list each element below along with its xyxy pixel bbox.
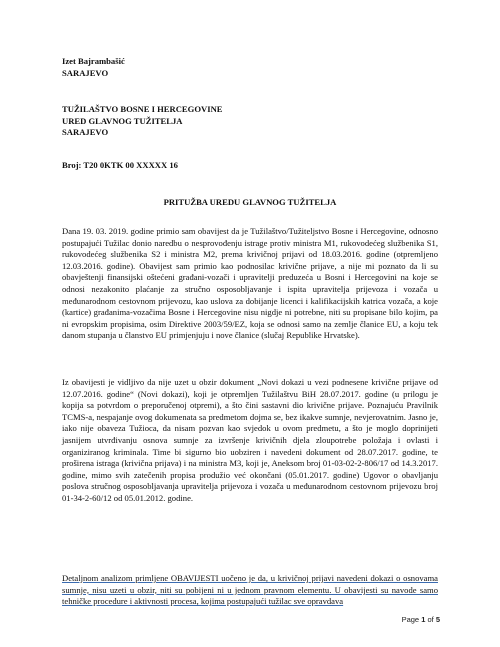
recipient-line-2: URED GLAVNOG TUŽITELJA [62, 115, 183, 126]
paragraph-1: Dana 19. 03. 2019. godine primio sam obavijest da je Tužilaštvo/Tužiteljstvo Bosne i Hercegovine, odnosno postupajući Tužilac donio naredbu o nesprovođenju istrage protiv ministra M1, rukovodećeg službenika S1, rukovodećeg službenika S2 i ministra M2, prema krivičnoj prijavi od 18.03.2016. godine (otpremljeno 12.03.2016. godine). Obavijest sam primio kao podnosilac krivične prijave, a nije mi poznato da li su obavještenji finansijski oštećeni građani-vozači i upravitelji preduzeća u Bosni i Hercegovini na koje se odnosi nezakonito plaćanje za stručno osposobljavanje i ispita upravitelja prijevoza i vozača u međunarodnom cestovnom prijevozu, kao uslova za dobijanje licenci i kalifikacijskih katrica vozača, a koje (kartice) građanima-vozačima Bosne i Hercegovine nisu nigdje ni potrebne, niti su propisane bilo kojim, pa ni evropskim propisima, osim Direktive 2003/59/EZ, koja se odnosi samo na zemlje članice EU, a koju tek danom stupanja u članstvo EU primjenjuju i nove članice (slučaj Republike Hrvatske). [62, 226, 438, 341]
sender-city: SARAJEVO [62, 67, 109, 78]
recipient-line-3: SARAJEVO [62, 127, 109, 138]
page-number-footer [380, 614, 440, 626]
page-of: of [427, 615, 434, 624]
recipient-block [62, 104, 438, 139]
sender-block [62, 56, 438, 79]
page-current: 1 [421, 615, 426, 624]
paragraph-3-text: Detaljnom analizom primljene OBAVIJESTI uočeno je da, u krivičnoj prijavi navedeni dokazi o osnovama sumnje, nisu uzeti u obzir, niti su pobijeni ni u jednom pravnom elementu. U obavijesti su navode samo tehničke procedure i aktivnosti procesa, kojima postupajući tužilac sve opravdava [62, 573, 438, 607]
document-title: PRITUŽBA UREDU GLAVNOG TUŽITELJA [163, 197, 337, 207]
page-label: Page [401, 615, 420, 624]
reference-number: Broj: T20 0KTK 00 XXXXX 16 [62, 160, 178, 170]
paragraph-2: Iz obavijesti je vidljivo da nije uzet u obzir dokument „Novi dokazi u vezi podnesene krivične prijave od 12.07.2016. godine“ (Novi dokazi), koji je otpremljen Tužilaštvu BiH 28.07.2017. godine (u prilogu je kopija sa potvrdom o preporučenoj otpremi), a što čini sastavni dio krivične prijave. Poznajuću Pravilnik TCMS-a, nespajanje ovog dokumenata sa predmetom dojma se, bez ikakve sumnje, nevjerovatnim. Jasno je, iako nije obaveza Tužioca, da nisam pozvan kao svjedok u ovom predmetu, a što je moglo doprinijeti jasnijem utvrđivanju osnova sumnje za izvršenje krivičnih djela zloupotrebe položaja i ovlasti i organiziranog kriminala. Time bi sigurno bio uobziren i navedeni dokument od 28.07.2017. godine, te proširena istraga (krivična prijava) i na ministra M3, koji je, Aneksom broj 01-03-02-2-806/17 od 14.3.2017. godine, mimo svih zatečenih propisa produžio već okončani (05.01.2017. godine) Ugovor o obavljanju poslova stručnog osposobljavanja upravitelja prijevoza i vozača u međunarodnom cestovnom prijevozu broj 01-34-2-60/12 od 05.01.2012. godine. [62, 377, 438, 503]
page-total: 5 [435, 615, 440, 624]
paragraph-3 [62, 573, 438, 608]
recipient-line-1: TUŽILAŠTVO BOSNE I HERCEGOVINE [62, 104, 223, 114]
sender-name: Izet Bajrambašić [62, 56, 125, 66]
